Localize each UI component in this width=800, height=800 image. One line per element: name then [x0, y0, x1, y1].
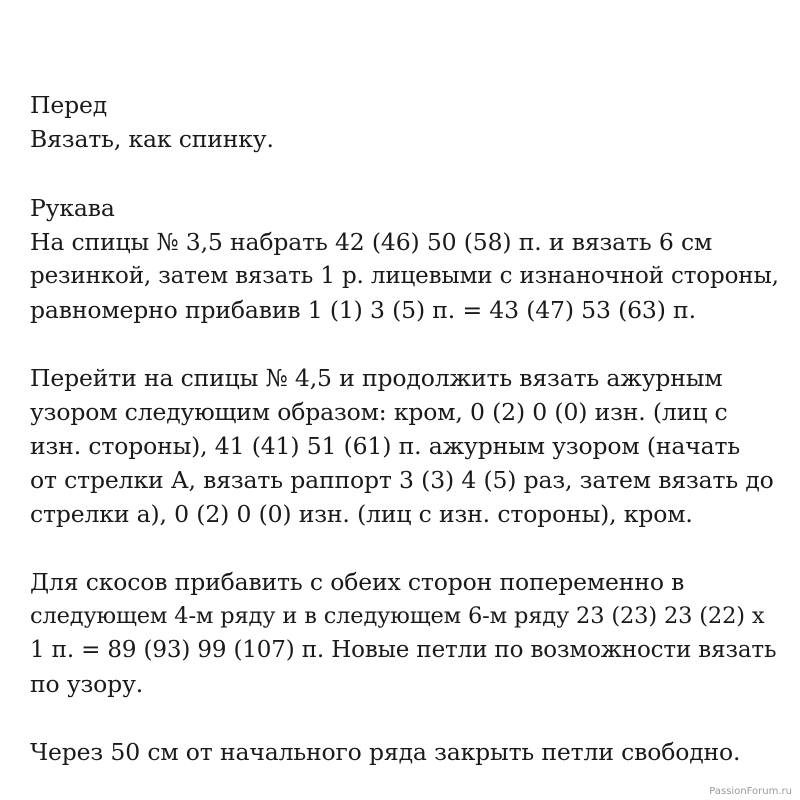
front-text: Вязать, как спинку.: [30, 125, 274, 153]
sleeves-p3-line-1: Для скосов прибавить с обеих сторон попеременно в: [30, 568, 685, 596]
sleeves-p2-line-3: изн. стороны), 41 (41) 51 (61) п. ажурным узором (начать: [30, 432, 740, 460]
sleeves-p3-line-4: по узору.: [30, 670, 144, 698]
sleeves-p4-line-1: Через 50 см от начального ряда закрыть петли свободно.: [30, 738, 741, 766]
sleeves-p2-line-1: Перейти на спицы № 4,5 и продолжить вязать ажурным: [30, 364, 723, 392]
sleeves-p2-line-2: узором следующим образом: кром, 0 (2) 0 (0) изн. (лиц с: [30, 398, 728, 426]
sleeves-p1-line-1: На спицы № 3,5 набрать 42 (46) 50 (58) п. и вязать 6 см: [30, 228, 713, 256]
sleeves-heading: Рукава: [30, 194, 115, 222]
sleeves-p3-line-3: 1 п. = 89 (93) 99 (107) п. Новые петли по возможности вязать: [30, 637, 777, 663]
sleeves-p3-line-2: следующем 4-м ряду и в следующем 6-м ряду 23 (23) 23 (22) х: [30, 603, 765, 629]
sleeves-p1-line-3: равномерно прибавив 1 (1) 3 (5) п. = 43 (47) 53 (63) п.: [30, 296, 696, 324]
watermark: PassionForum.ru: [709, 786, 792, 797]
sleeves-p1-line-2: резинкой, затем вязать 1 р. лицевыми с изнаночной стороны,: [30, 263, 779, 289]
sleeves-p2-line-4: от стрелки А, вязать раппорт 3 (3) 4 (5) раз, затем вязать до: [30, 466, 774, 494]
sleeves-p2-line-5: стрелки а), 0 (2) 0 (0) изн. (лиц с изн. стороны), кром.: [30, 500, 693, 528]
front-heading: Перед: [30, 91, 108, 119]
